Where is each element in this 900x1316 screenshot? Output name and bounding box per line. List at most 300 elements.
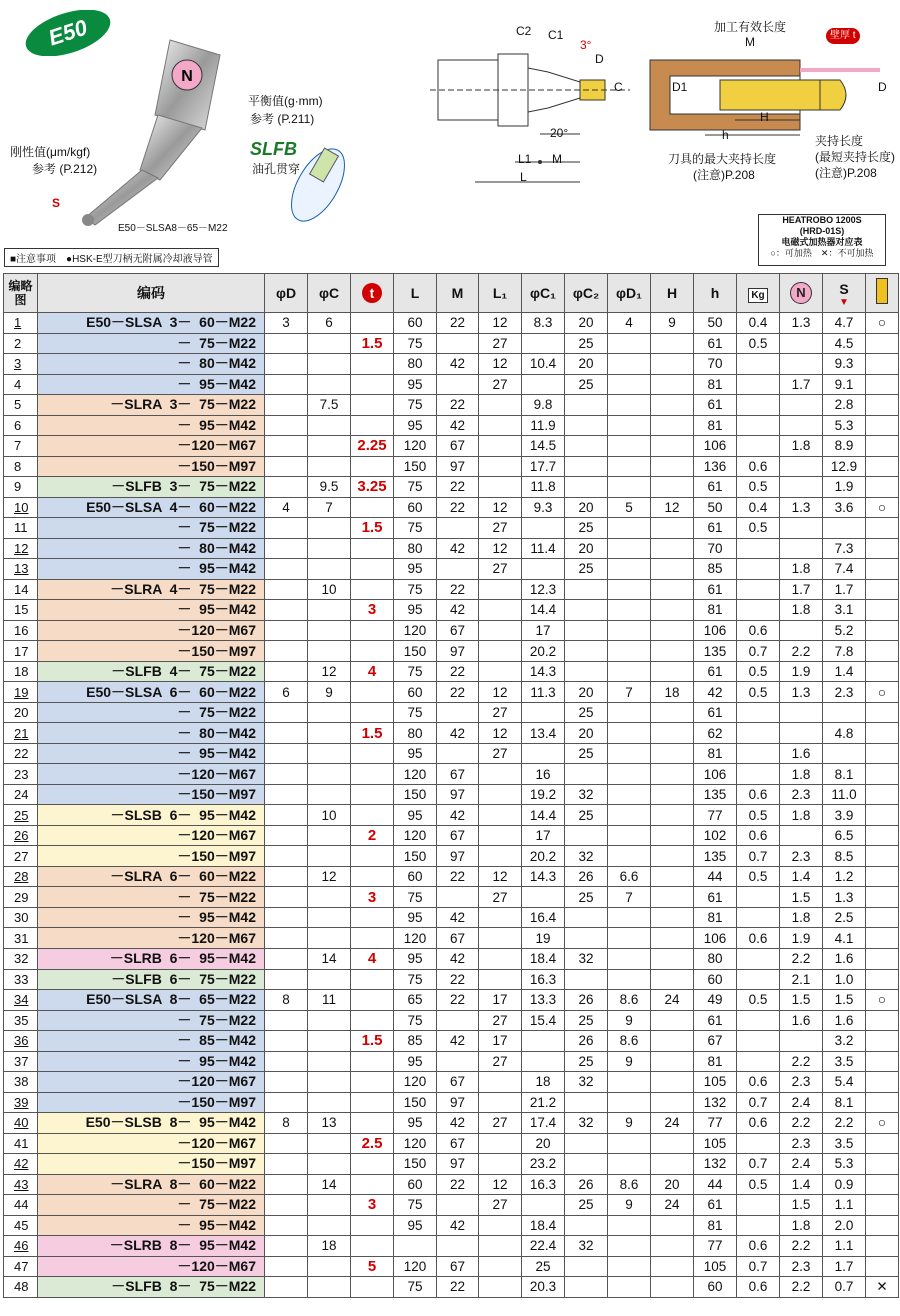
cell-n: 2.2: [780, 1277, 823, 1298]
cell-heat: [866, 333, 899, 354]
cell-c2: [565, 436, 608, 457]
cell-l1: 12: [479, 497, 522, 518]
dim-m: M: [552, 152, 562, 166]
cell-l1: 27: [479, 374, 522, 395]
cell-d1: 8.6: [608, 1174, 651, 1195]
cell-c2: 25: [565, 887, 608, 908]
cell-l: 120: [394, 1256, 437, 1277]
cell-l: 60: [394, 1174, 437, 1195]
cell-c1: 18: [522, 1072, 565, 1093]
product-code: － 75－M22: [38, 887, 265, 908]
row-number-text: 46: [14, 1238, 29, 1254]
product-code: E50－SLSA 4－ 60－M22: [38, 497, 265, 518]
product-code: －SLSB 6－ 95－M42: [38, 805, 265, 826]
cell-h: 106: [694, 436, 737, 457]
cell-c: [308, 1010, 351, 1031]
cell-heat: [866, 415, 899, 436]
cell-c1: [522, 518, 565, 539]
cell-h: 105: [694, 1256, 737, 1277]
product-code: E50－SLSA 6－ 60－M22: [38, 682, 265, 703]
cell-l1: 12: [479, 313, 522, 334]
cell-kg: [737, 374, 780, 395]
cell-n: [780, 825, 823, 846]
cell-d1: [608, 518, 651, 539]
cell-h: 61: [694, 887, 737, 908]
cell-kg: [737, 887, 780, 908]
row-number-text: 34: [14, 992, 29, 1008]
cell-kg: 0.7: [737, 641, 780, 662]
cell-kg: [737, 354, 780, 375]
cell-heat: [866, 784, 899, 805]
row-number-text: 33: [14, 971, 29, 987]
product-code: －150－M97: [38, 456, 265, 477]
cell-m: [437, 887, 479, 908]
row-number: [4, 518, 38, 539]
product-code: － 75－M22: [38, 702, 265, 723]
cell-l1: [479, 661, 522, 682]
cell-d: [265, 948, 308, 969]
cell-c2: [565, 825, 608, 846]
cell-h: [651, 456, 694, 477]
slfb-title: SLFB: [250, 139, 297, 159]
clamp-note: (注意)P.208: [815, 166, 877, 180]
cell-c: [308, 702, 351, 723]
cell-h: 42: [694, 682, 737, 703]
product-code: －150－M97: [38, 1092, 265, 1113]
effective-length-label: 加工有效长度: [714, 20, 787, 34]
cell-m: [437, 1236, 479, 1257]
cell-h: [651, 477, 694, 498]
cell-c: [308, 1215, 351, 1236]
cell-c2: 25: [565, 374, 608, 395]
cell-l: 75: [394, 661, 437, 682]
cell-kg: 0.5: [737, 990, 780, 1011]
cell-h: [651, 743, 694, 764]
cell-c1: 11.4: [522, 538, 565, 559]
cell-c2: [565, 764, 608, 785]
cell-s: 7.3: [823, 538, 866, 559]
table-row: [4, 333, 899, 354]
cell-h: [651, 1010, 694, 1031]
cell-kg: [737, 538, 780, 559]
slfb-oil-hole-icon: [288, 140, 348, 230]
cell-c1: 16: [522, 764, 565, 785]
product-code: －150－M97: [38, 1154, 265, 1175]
cell-heat: [866, 538, 899, 559]
product-code: － 85－M42: [38, 1031, 265, 1052]
cell-t: 2: [351, 825, 394, 846]
cell-c2: 32: [565, 1113, 608, 1134]
cell-s: 9.1: [823, 374, 866, 395]
row-number: [4, 477, 38, 498]
cell-kg: 0.5: [737, 661, 780, 682]
cell-h: [651, 395, 694, 416]
cell-m: 67: [437, 928, 479, 949]
cell-c2: 25: [565, 743, 608, 764]
cell-l1: 27: [479, 1010, 522, 1031]
cell-d1: [608, 333, 651, 354]
cell-l1: [479, 600, 522, 621]
cell-l: 150: [394, 784, 437, 805]
cell-d1: 6.6: [608, 866, 651, 887]
row-number: [4, 1113, 38, 1134]
cell-kg: 0.6: [737, 456, 780, 477]
cell-c: 12: [308, 661, 351, 682]
cell-l1: [479, 620, 522, 641]
cell-heat: ○: [866, 313, 899, 334]
cell-c2: 25: [565, 805, 608, 826]
product-code: － 95－M42: [38, 743, 265, 764]
cell-d: [265, 1215, 308, 1236]
cell-h: 24: [651, 1195, 694, 1216]
cell-m: 22: [437, 1277, 479, 1298]
cell-c1: 10.4: [522, 354, 565, 375]
product-code: －SLRA 4－ 75－M22: [38, 579, 265, 600]
cell-s: 8.9: [823, 436, 866, 457]
cell-m: 22: [437, 969, 479, 990]
cell-h: [651, 1133, 694, 1154]
row-number: [4, 620, 38, 641]
cell-h: [651, 969, 694, 990]
cell-c1: 11.3: [522, 682, 565, 703]
row-number-text: 32: [14, 951, 29, 967]
cell-n: 2.1: [780, 969, 823, 990]
cell-kg: 0.5: [737, 805, 780, 826]
cell-c: [308, 354, 351, 375]
row-number-text: 11: [14, 520, 28, 536]
cell-l: 75: [394, 1195, 437, 1216]
n-circle-text: N: [181, 68, 193, 85]
cell-h: [651, 805, 694, 826]
cell-c2: 20: [565, 497, 608, 518]
product-code: －120－M67: [38, 620, 265, 641]
cell-kg: 0.6: [737, 1236, 780, 1257]
cell-h: 44: [694, 866, 737, 887]
cell-t: [351, 1051, 394, 1072]
row-number-text: 5: [14, 397, 22, 413]
max-clamp-label: 刀具的最大夹持长度: [668, 152, 777, 166]
cell-c: 10: [308, 805, 351, 826]
cell-d: [265, 1174, 308, 1195]
cell-c2: [565, 600, 608, 621]
cell-c: [308, 887, 351, 908]
row-number: [4, 1031, 38, 1052]
table-row: [4, 456, 899, 477]
cell-t: 3.25: [351, 477, 394, 498]
cell-kg: 0.7: [737, 846, 780, 867]
cell-h: 20: [651, 1174, 694, 1195]
product-code: －SLRA 6－ 60－M22: [38, 866, 265, 887]
cell-h: 24: [651, 990, 694, 1011]
cell-c2: [565, 620, 608, 641]
row-number: [4, 1215, 38, 1236]
cell-heat: [866, 702, 899, 723]
product-code: －150－M97: [38, 641, 265, 662]
cell-d1: 8.6: [608, 1031, 651, 1052]
cell-heat: [866, 846, 899, 867]
cell-h: 81: [694, 374, 737, 395]
row-number: [4, 1256, 38, 1277]
cell-l: 95: [394, 600, 437, 621]
cell-c2: [565, 969, 608, 990]
row-number: [4, 907, 38, 928]
cell-h: 135: [694, 641, 737, 662]
row-number: [4, 641, 38, 662]
cell-d1: 9: [608, 1113, 651, 1134]
product-code: －120－M67: [38, 1072, 265, 1093]
row-number: [4, 990, 38, 1011]
cell-c: [308, 907, 351, 928]
cell-l1: 12: [479, 354, 522, 375]
cell-n: 2.2: [780, 1236, 823, 1257]
cell-c: [308, 969, 351, 990]
row-number-text: 20: [14, 705, 29, 721]
cell-m: 97: [437, 1154, 479, 1175]
cell-c2: [565, 1215, 608, 1236]
cell-l: 150: [394, 641, 437, 662]
table-row: [4, 702, 899, 723]
cell-t: [351, 456, 394, 477]
cell-s: 1.5: [823, 990, 866, 1011]
cell-m: [437, 559, 479, 580]
cell-l: 80: [394, 354, 437, 375]
cell-kg: 0.6: [737, 620, 780, 641]
cell-d1: [608, 743, 651, 764]
table-row: [4, 538, 899, 559]
cell-heat: ○: [866, 682, 899, 703]
cell-d1: [608, 825, 651, 846]
cell-s: 1.0: [823, 969, 866, 990]
cell-c1: 20.2: [522, 846, 565, 867]
cell-h: 24: [651, 1113, 694, 1134]
cell-s: 1.6: [823, 948, 866, 969]
cell-d: [265, 702, 308, 723]
cell-c: [308, 374, 351, 395]
heatrobo-box: [758, 214, 886, 266]
cell-s: 5.2: [823, 620, 866, 641]
cell-d1: [608, 702, 651, 723]
cell-m: 67: [437, 825, 479, 846]
col-c1: φC₁: [522, 274, 565, 313]
cell-m: 42: [437, 1215, 479, 1236]
cell-n: [780, 723, 823, 744]
product-code: －SLRA 3－ 75－M22: [38, 395, 265, 416]
row-number-text: 13: [14, 561, 29, 577]
cell-heat: [866, 374, 899, 395]
cell-h: [651, 825, 694, 846]
cell-m: 22: [437, 661, 479, 682]
cell-t: 1.5: [351, 723, 394, 744]
cell-n: [780, 518, 823, 539]
cell-c1: 18.4: [522, 948, 565, 969]
cell-c: [308, 1031, 351, 1052]
cell-n: 1.5: [780, 1195, 823, 1216]
cell-t: 1.5: [351, 333, 394, 354]
row-number-text: 2: [14, 335, 22, 351]
row-number-text: 9: [14, 479, 22, 495]
cell-c1: 11.9: [522, 415, 565, 436]
cell-m: 67: [437, 1133, 479, 1154]
cell-c: [308, 333, 351, 354]
cell-s: 8.5: [823, 846, 866, 867]
cell-l1: [479, 579, 522, 600]
cell-s: 4.7: [823, 313, 866, 334]
cell-d1: [608, 538, 651, 559]
cell-c: [308, 1072, 351, 1093]
cell-c2: 20: [565, 538, 608, 559]
table-row: [4, 497, 899, 518]
cell-s: 1.4: [823, 661, 866, 682]
dim-d1: D1: [672, 80, 688, 94]
cell-c1: 16.3: [522, 1174, 565, 1195]
cell-d1: 7: [608, 887, 651, 908]
row-number-text: 37: [14, 1053, 29, 1069]
cell-l: 85: [394, 1031, 437, 1052]
row-number: [4, 1051, 38, 1072]
row-number: [4, 1236, 38, 1257]
cell-h: 60: [694, 969, 737, 990]
cell-h: [651, 764, 694, 785]
cell-c1: 20.3: [522, 1277, 565, 1298]
cell-h: 49: [694, 990, 737, 1011]
cell-kg: 0.6: [737, 1072, 780, 1093]
cell-heat: [866, 1154, 899, 1175]
table-row: [4, 1277, 899, 1298]
cell-c: 18: [308, 1236, 351, 1257]
row-number: [4, 948, 38, 969]
cell-h: 81: [694, 1215, 737, 1236]
slfb-sub: 油孔贯穿: [252, 162, 301, 176]
cell-n: 1.8: [780, 805, 823, 826]
cell-s: 5.3: [823, 1154, 866, 1175]
cell-h: 50: [694, 497, 737, 518]
cell-n: 1.8: [780, 436, 823, 457]
row-number: [4, 559, 38, 580]
cell-l: 120: [394, 1072, 437, 1093]
cell-c: 13: [308, 1113, 351, 1134]
dim-h-upper: H: [760, 110, 769, 124]
cell-kg: 0.5: [737, 477, 780, 498]
row-number: [4, 456, 38, 477]
row-number-text: 27: [14, 848, 29, 864]
cell-heat: [866, 723, 899, 744]
cell-t: [351, 969, 394, 990]
table-row: [4, 969, 899, 990]
cell-heat: [866, 907, 899, 928]
row-number: [4, 764, 38, 785]
cell-d: [265, 559, 308, 580]
row-number-text: 39: [14, 1094, 29, 1110]
cell-d1: [608, 354, 651, 375]
product-code: －SLRB 6－ 95－M42: [38, 948, 265, 969]
cell-s: 2.3: [823, 682, 866, 703]
cell-c2: [565, 1133, 608, 1154]
cell-h: [651, 1215, 694, 1236]
dim-c: C: [614, 80, 623, 94]
table-row: [4, 743, 899, 764]
cell-kg: 0.7: [737, 1154, 780, 1175]
cell-h: 61: [694, 518, 737, 539]
cell-c1: 23.2: [522, 1154, 565, 1175]
cell-d1: [608, 907, 651, 928]
cell-d1: [608, 969, 651, 990]
cell-l1: 27: [479, 702, 522, 723]
model-example: E50－SLSA8－65－M22: [118, 223, 228, 234]
cell-t: [351, 928, 394, 949]
wall-thickness-badge: 壁厚 t: [826, 28, 860, 44]
cell-m: 42: [437, 805, 479, 826]
product-code: －120－M67: [38, 1133, 265, 1154]
cell-c1: 18.4: [522, 1215, 565, 1236]
cell-heat: [866, 477, 899, 498]
row-number: [4, 600, 38, 621]
table-row: [4, 784, 899, 805]
cell-l1: [479, 477, 522, 498]
cell-heat: [866, 1092, 899, 1113]
cell-s: 3.1: [823, 600, 866, 621]
cell-n: 2.3: [780, 1133, 823, 1154]
cell-m: 42: [437, 415, 479, 436]
dim-angle-3: 3°: [580, 38, 592, 52]
cell-h: [651, 518, 694, 539]
cell-m: 42: [437, 538, 479, 559]
cell-n: 2.2: [780, 641, 823, 662]
cell-m: 42: [437, 600, 479, 621]
row-number: [4, 1195, 38, 1216]
cell-m: 97: [437, 641, 479, 662]
cell-t: [351, 620, 394, 641]
table-row: [4, 1215, 899, 1236]
cell-d1: 8.6: [608, 990, 651, 1011]
table-row: [4, 1051, 899, 1072]
cell-c: 10: [308, 579, 351, 600]
cell-m: 97: [437, 456, 479, 477]
cell-m: 67: [437, 1256, 479, 1277]
cell-c1: 17: [522, 620, 565, 641]
dim-m2: M: [745, 35, 755, 49]
cell-l1: 27: [479, 559, 522, 580]
cell-h: 61: [694, 477, 737, 498]
cell-heat: [866, 1133, 899, 1154]
cell-c2: [565, 907, 608, 928]
cell-c1: 20.2: [522, 641, 565, 662]
cell-n: 2.3: [780, 846, 823, 867]
product-code: －120－M67: [38, 825, 265, 846]
cell-kg: [737, 907, 780, 928]
cell-l1: 12: [479, 1174, 522, 1195]
cell-kg: [737, 415, 780, 436]
cell-t: [351, 395, 394, 416]
table-row: [4, 395, 899, 416]
cell-c: [308, 1092, 351, 1113]
cell-m: [437, 518, 479, 539]
cell-kg: 0.7: [737, 1092, 780, 1113]
row-number: [4, 1010, 38, 1031]
cell-h: [651, 1051, 694, 1072]
row-number: [4, 784, 38, 805]
cell-n: 2.2: [780, 948, 823, 969]
cell-s: 2.2: [823, 1113, 866, 1134]
table-row: [4, 682, 899, 703]
cell-d: [265, 579, 308, 600]
col-code: 编码: [38, 274, 265, 313]
cell-s: 4.8: [823, 723, 866, 744]
product-code: E50－SLSB 8－ 95－M42: [38, 1113, 265, 1134]
cell-c2: 32: [565, 1236, 608, 1257]
cell-c: 11: [308, 990, 351, 1011]
cell-h: [651, 866, 694, 887]
cell-c1: 14.4: [522, 805, 565, 826]
